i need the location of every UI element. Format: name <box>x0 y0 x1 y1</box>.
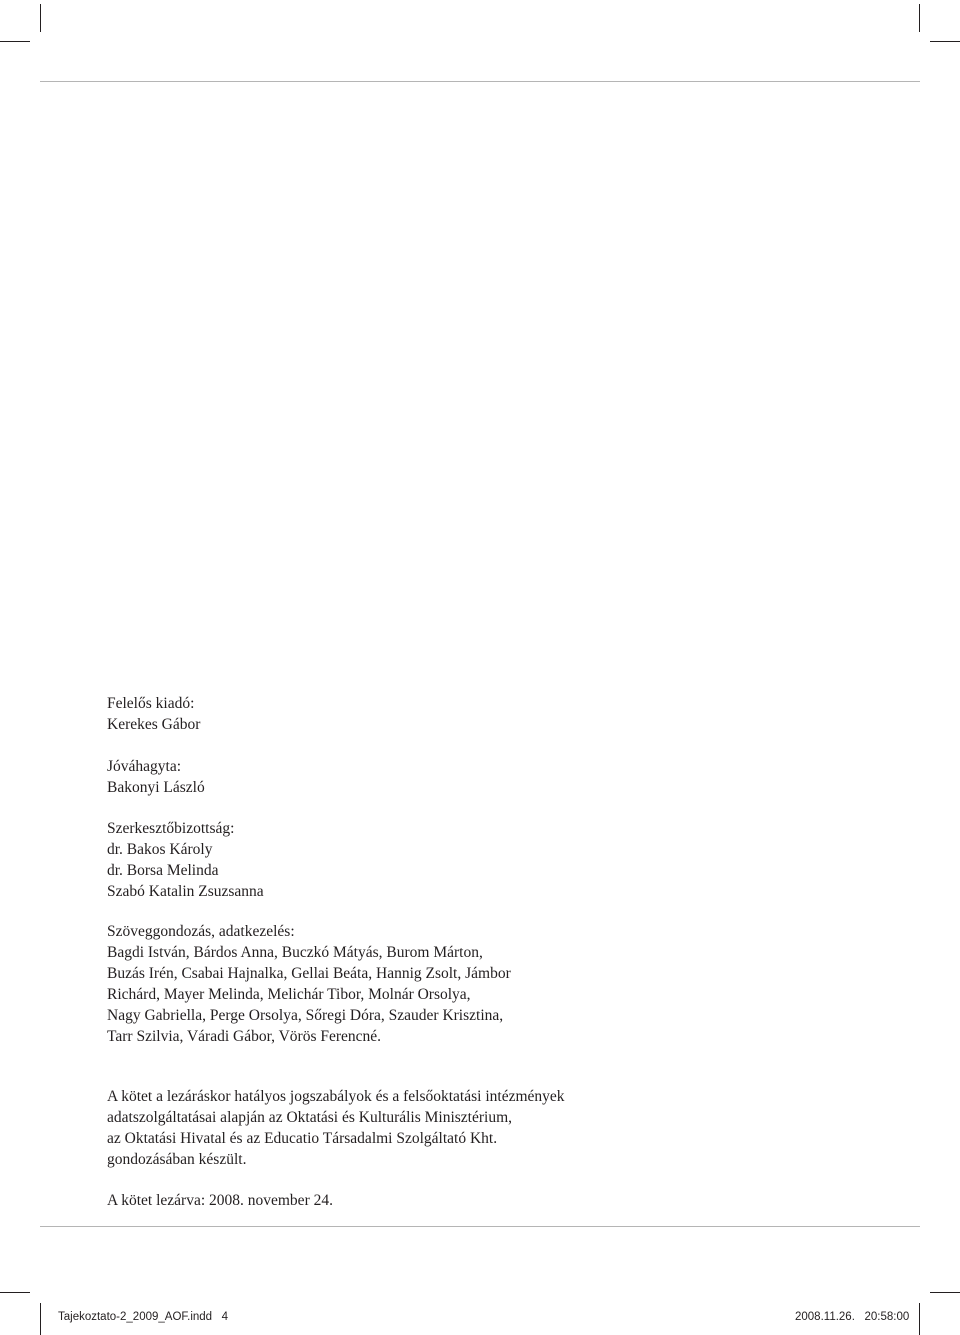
crop-mark-bottom-right-vertical <box>919 1303 920 1335</box>
slug-filename: Tajekoztato-2_2009_AOF.indd 4 <box>58 1311 229 1323</box>
closing-block <box>107 1190 333 1211</box>
crop-mark-top-right-vertical <box>919 4 920 32</box>
crop-mark-bottom-left-horizontal <box>0 1292 30 1293</box>
publisher-name: Kerekes Gábor <box>107 716 201 733</box>
statement-line: A kötet a lezáráskor hatályos jogszabályok és a felsőoktatási intézmények <box>107 1088 565 1105</box>
approved-name: Bakonyi László <box>107 779 205 796</box>
editorial-board-member: dr. Borsa Melinda <box>107 862 219 879</box>
slug-datetime: 2008.11.26. 20:58:00 <box>795 1311 910 1323</box>
editorial-board-block <box>107 818 264 902</box>
trim-rule-bottom <box>40 1226 920 1227</box>
publisher-block <box>107 693 200 735</box>
statement-line: adatszolgáltatásai alapján az Oktatási és Kulturális Minisztérium, <box>107 1109 513 1126</box>
text-editing-block <box>107 921 511 1047</box>
text-editing-line: Richárd, Mayer Melinda, Melichár Tibor, Molnár Orsolya, <box>107 986 471 1003</box>
statement-line: az Oktatási Hivatal és az Educatio Társadalmi Szolgáltató Kht. <box>107 1130 498 1147</box>
text-editing-line: Tarr Szilvia, Váradi Gábor, Vörös Ferencné. <box>107 1028 382 1045</box>
editorial-board-member: dr. Bakos Károly <box>107 841 213 858</box>
statement-block <box>107 1086 565 1170</box>
text-editing-line: Bagdi István, Bárdos Anna, Buczkó Mátyás, Burom Márton, <box>107 944 483 961</box>
text-editing-line: Buzás Irén, Csabai Hajnalka, Gellai Beáta, Hannig Zsolt, Jámbor <box>107 965 511 982</box>
approved-block <box>107 756 205 798</box>
closing-date: A kötet lezárva: 2008. november 24. <box>107 1192 333 1209</box>
crop-mark-top-right-horizontal <box>930 41 960 42</box>
crop-mark-top-left-vertical <box>40 4 41 32</box>
text-editing-line: Nagy Gabriella, Perge Orsolya, Sőregi Dóra, Szauder Krisztina, <box>107 1007 504 1024</box>
crop-mark-bottom-left-vertical <box>40 1303 41 1335</box>
text-editing-label: Szöveggondozás, adatkezelés: <box>107 923 295 940</box>
editorial-board-member: Szabó Katalin Zsuzsanna <box>107 883 264 900</box>
editorial-board-label: Szerkesztőbizottság: <box>107 820 235 837</box>
trim-rule-top <box>40 81 920 82</box>
statement-line: gondozásában készült. <box>107 1151 247 1168</box>
crop-mark-bottom-right-horizontal <box>930 1292 960 1293</box>
crop-mark-top-left-horizontal <box>0 41 30 42</box>
publisher-label: Felelős kiadó: <box>107 695 195 712</box>
approved-label: Jóváhagyta: <box>107 758 182 775</box>
